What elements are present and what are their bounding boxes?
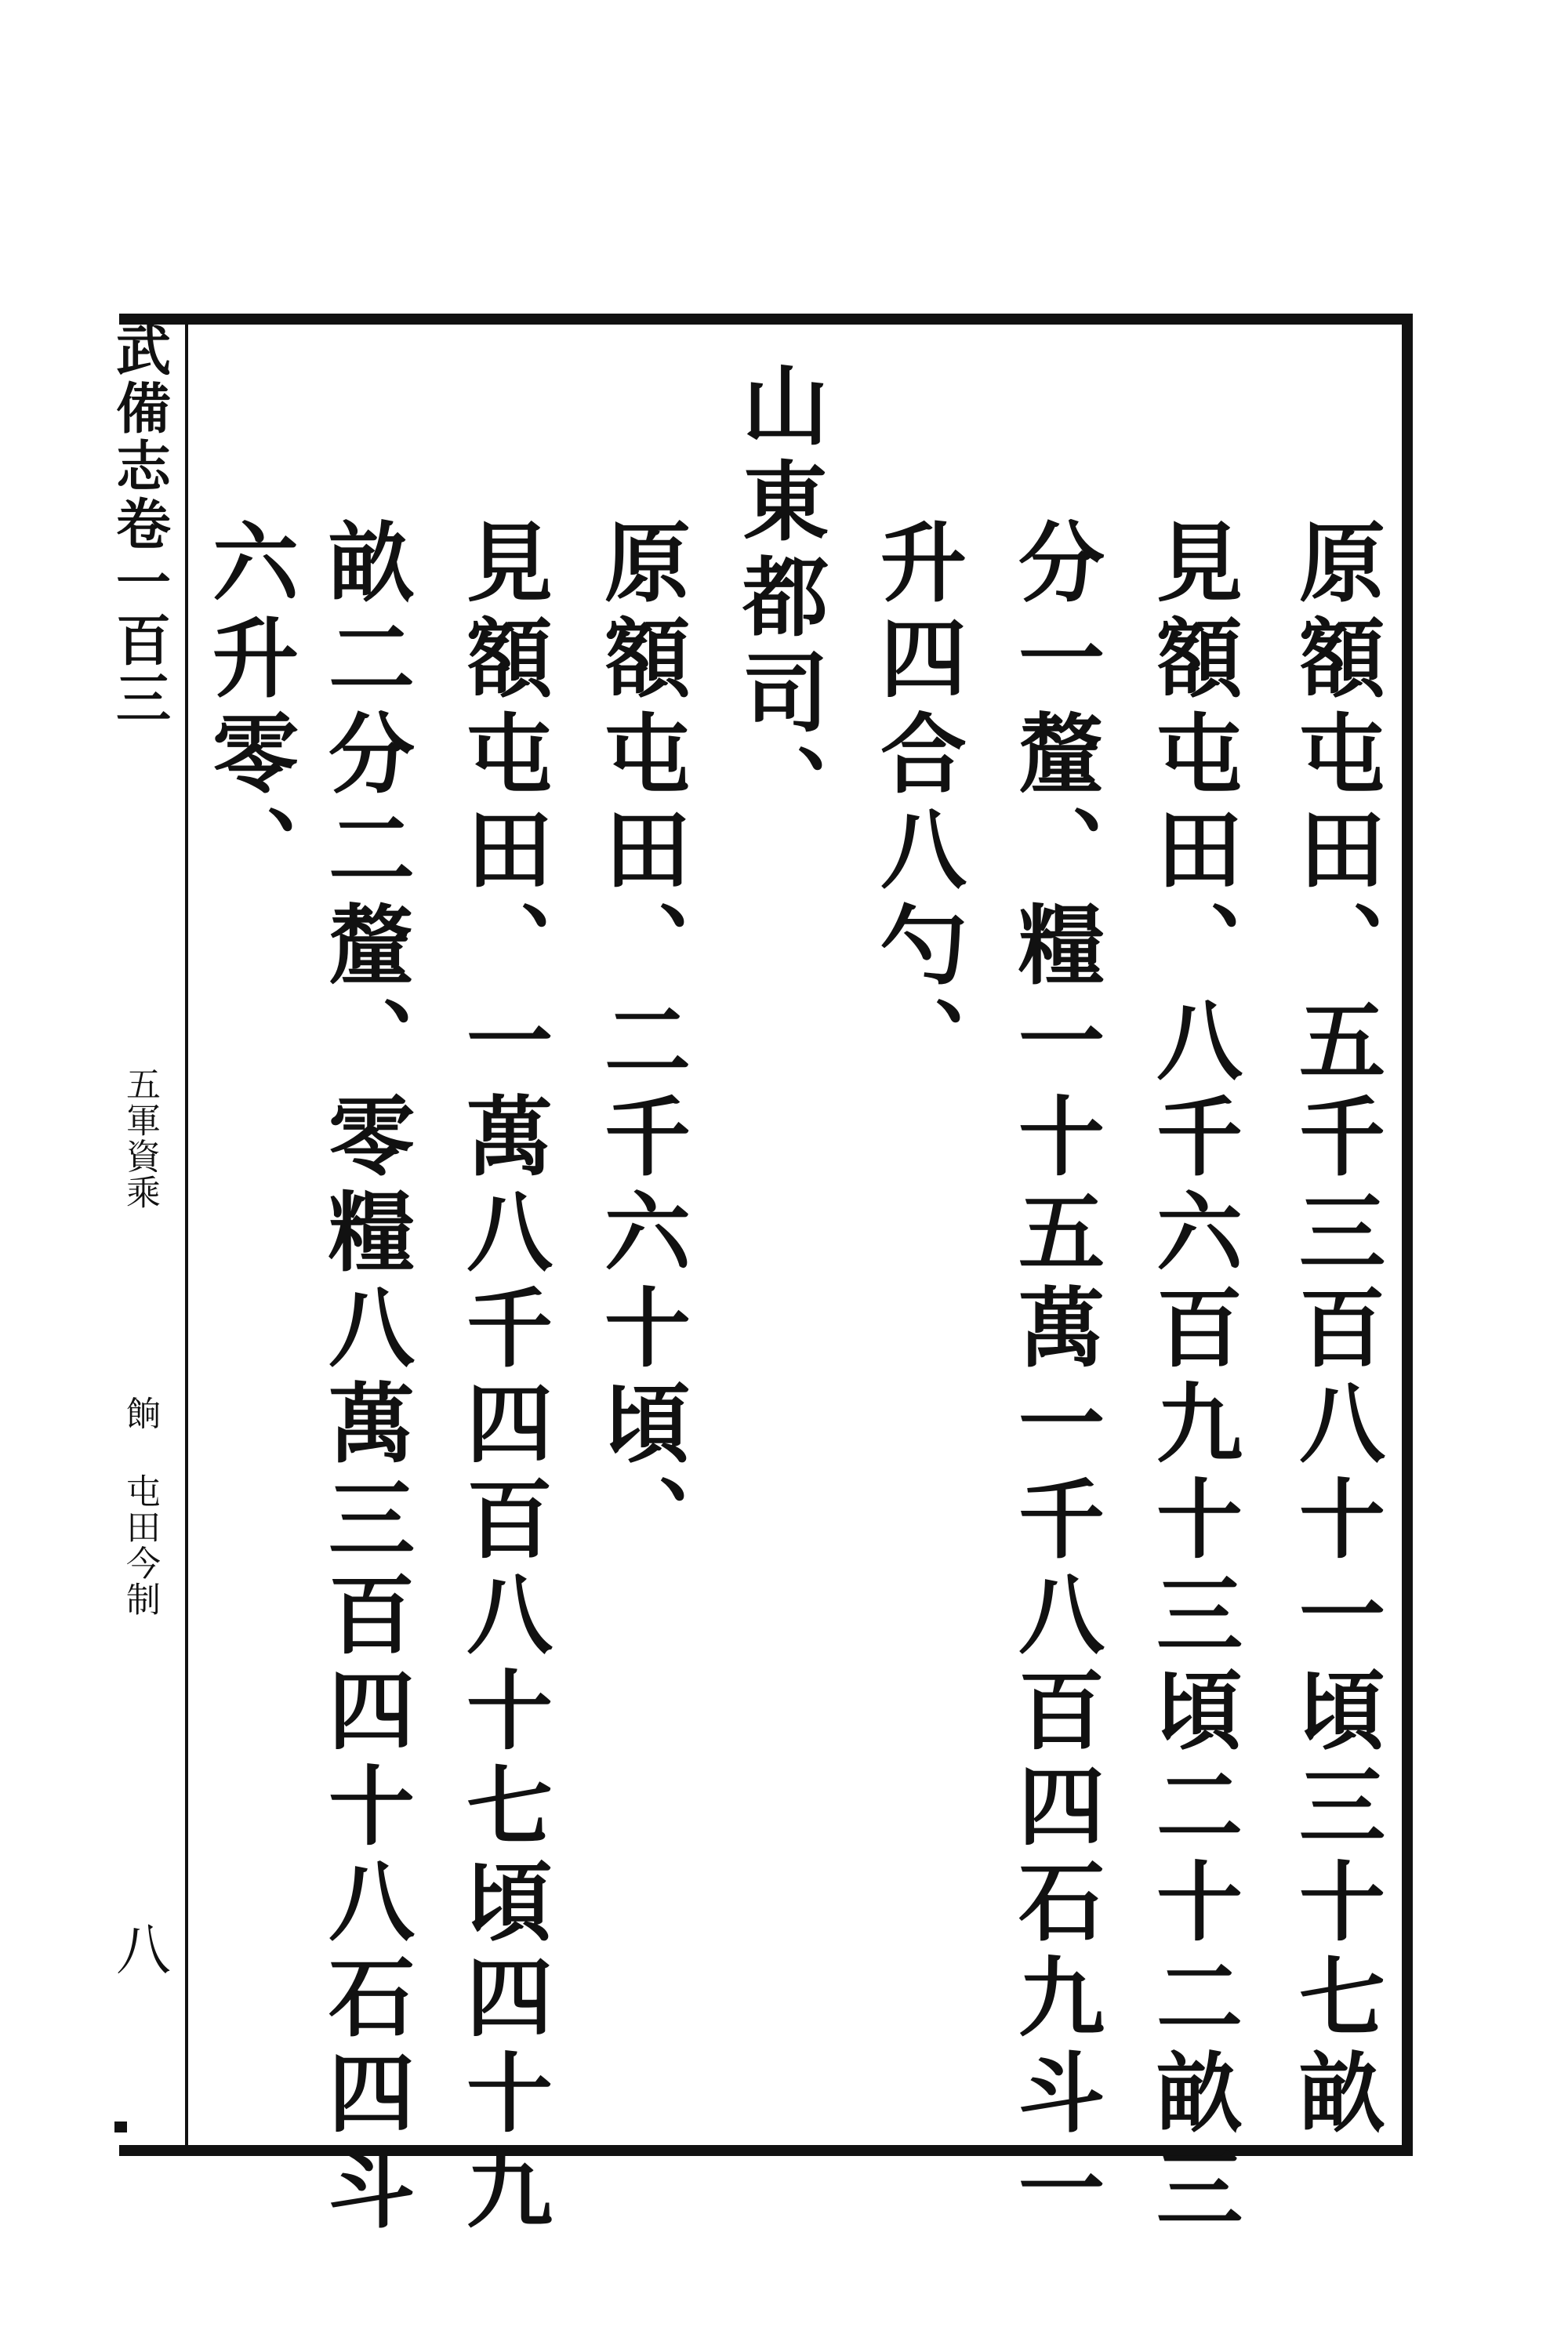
text-column-9: 六升零、 bbox=[198, 517, 299, 900]
subsection-title: 餉 屯田今制 bbox=[120, 1396, 160, 1617]
text-column-4: 升四合八勺、 bbox=[866, 517, 967, 1091]
text-column-3: 分一釐、糧一十五萬一千八百四石九斗一 bbox=[1004, 517, 1105, 2239]
page-number: 八 bbox=[107, 1921, 172, 1976]
text-column-7: 見額屯田、一萬八千四百八十七頃四十九 bbox=[452, 517, 554, 2239]
text-column-5-heading: 山東都司、 bbox=[728, 361, 829, 839]
margin-rule bbox=[185, 314, 188, 2156]
margin-column bbox=[100, 314, 179, 2156]
text-column-6: 原額屯田、二千六十頃、 bbox=[590, 517, 691, 1570]
section-title: 五軍資乘 bbox=[120, 1066, 160, 1210]
margin-mark bbox=[114, 2122, 127, 2132]
book-title: 武備志卷一百三 bbox=[107, 321, 172, 728]
text-column-2: 見額屯田、八千六百九十三頃二十二畝三 bbox=[1142, 517, 1243, 2239]
text-column-8: 畝二分二釐、零糧八萬三百四十八石四斗 bbox=[314, 517, 416, 2239]
text-column-1: 原額屯田、五千三百八十一頃三十七畝 bbox=[1285, 517, 1386, 2143]
